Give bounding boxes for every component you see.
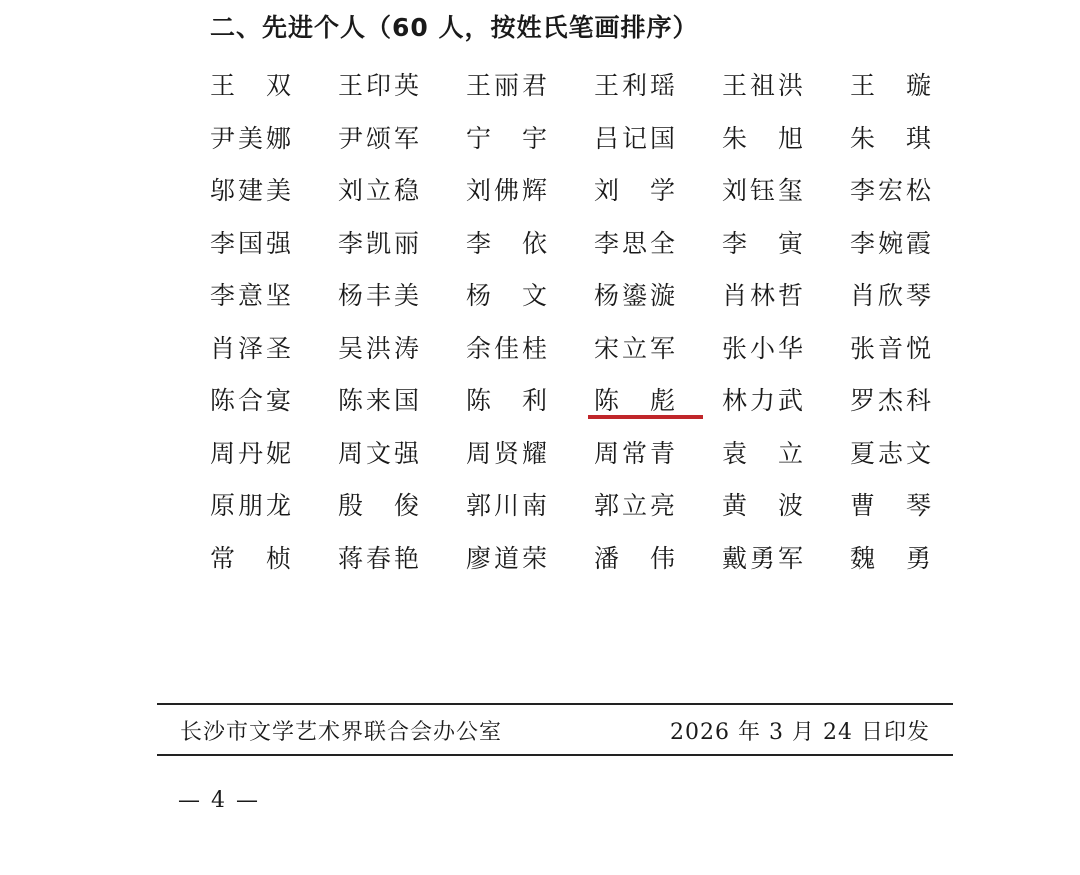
footer-top-rule bbox=[157, 703, 953, 705]
honoree-name: 朱 旭 bbox=[722, 123, 807, 153]
honoree-name: 王印英 bbox=[338, 71, 423, 101]
honoree-name: 潘 伟 bbox=[594, 543, 679, 573]
honoree-name: 刘立稳 bbox=[338, 176, 423, 206]
honoree-name: 刘 学 bbox=[594, 176, 679, 206]
honoree-name-grid bbox=[210, 58, 978, 583]
honoree-name: 王利瑶 bbox=[594, 71, 679, 101]
issuer-name: 长沙市文学艺术界联合会办公室 bbox=[180, 720, 503, 745]
honoree-name: 李 寅 bbox=[722, 228, 807, 258]
honoree-name: 王 璇 bbox=[850, 71, 935, 101]
honoree-name: 肖泽圣 bbox=[210, 333, 295, 363]
honoree-name: 陈来国 bbox=[338, 386, 423, 416]
honoree-name: 肖林哲 bbox=[722, 281, 807, 311]
honoree-name: 尹颂军 bbox=[338, 123, 423, 153]
issue-date: 2026 年 3 月 24 日印发 bbox=[670, 720, 930, 745]
footer-bottom-rule bbox=[157, 754, 953, 756]
honoree-name: 王丽君 bbox=[466, 71, 551, 101]
honoree-name: 夏志文 bbox=[850, 438, 935, 468]
honoree-name: 张音悦 bbox=[850, 333, 935, 363]
honoree-name: 李思全 bbox=[594, 228, 679, 258]
honoree-name: 袁 立 bbox=[722, 438, 807, 468]
honoree-name: 杨丰美 bbox=[338, 281, 423, 311]
honoree-name: 李凯丽 bbox=[338, 228, 423, 258]
honoree-name: 戴勇军 bbox=[722, 543, 807, 573]
honoree-name: 周文强 bbox=[338, 438, 423, 468]
honoree-name: 陈合宴 bbox=[210, 386, 295, 416]
honoree-name: 李宏松 bbox=[850, 176, 935, 206]
honoree-name: 曹 琴 bbox=[850, 491, 935, 521]
honoree-name: 殷 俊 bbox=[338, 491, 423, 521]
honoree-name: 吴洪涛 bbox=[338, 333, 423, 363]
honoree-name: 王祖洪 bbox=[722, 71, 807, 101]
honoree-name: 李 依 bbox=[466, 228, 551, 258]
honoree-name: 蒋春艳 bbox=[338, 543, 423, 573]
honoree-name: 宋立军 bbox=[594, 333, 679, 363]
honoree-name: 原朋龙 bbox=[210, 491, 295, 521]
honoree-name: 杨鎏漩 bbox=[594, 281, 679, 311]
honoree-name: 李意坚 bbox=[210, 281, 295, 311]
honoree-name: 肖欣琴 bbox=[850, 281, 935, 311]
honoree-name: 张小华 bbox=[722, 333, 807, 363]
honoree-name: 余佳桂 bbox=[466, 333, 551, 363]
honoree-name: 杨 文 bbox=[466, 281, 551, 311]
honoree-name: 常 桢 bbox=[210, 543, 295, 573]
honoree-name: 周丹妮 bbox=[210, 438, 295, 468]
honoree-name: 廖道荣 bbox=[466, 543, 551, 573]
honoree-name: 魏 勇 bbox=[850, 543, 935, 573]
honoree-name: 林力武 bbox=[722, 386, 807, 416]
honoree-name: 周贤耀 bbox=[466, 438, 551, 468]
honoree-name: 郭立亮 bbox=[594, 491, 679, 521]
honoree-name: 李婉霞 bbox=[850, 228, 935, 258]
honoree-name: 朱 琪 bbox=[850, 123, 935, 153]
honoree-name-underlined: 陈 彪 bbox=[594, 373, 722, 426]
honoree-name: 刘钰玺 bbox=[722, 176, 807, 206]
honoree-name: 王 双 bbox=[210, 71, 295, 101]
honoree-name: 吕记国 bbox=[594, 123, 679, 153]
honoree-name: 李国强 bbox=[210, 228, 295, 258]
honoree-name: 尹美娜 bbox=[210, 123, 295, 153]
honoree-name: 郭川南 bbox=[466, 491, 551, 521]
honoree-name: 宁 宇 bbox=[466, 123, 551, 153]
section-heading: 二、先进个人（60 人，按姓氏笔画排序） bbox=[210, 13, 699, 42]
honoree-name: 陈 利 bbox=[466, 386, 551, 416]
honoree-name: 邬建美 bbox=[210, 176, 295, 206]
honoree-name: 黄 波 bbox=[722, 491, 807, 521]
page-number: — 4 — bbox=[178, 788, 260, 813]
honoree-name: 刘佛辉 bbox=[466, 176, 551, 206]
honoree-name: 罗杰科 bbox=[850, 386, 935, 416]
honoree-name: 周常青 bbox=[594, 438, 679, 468]
